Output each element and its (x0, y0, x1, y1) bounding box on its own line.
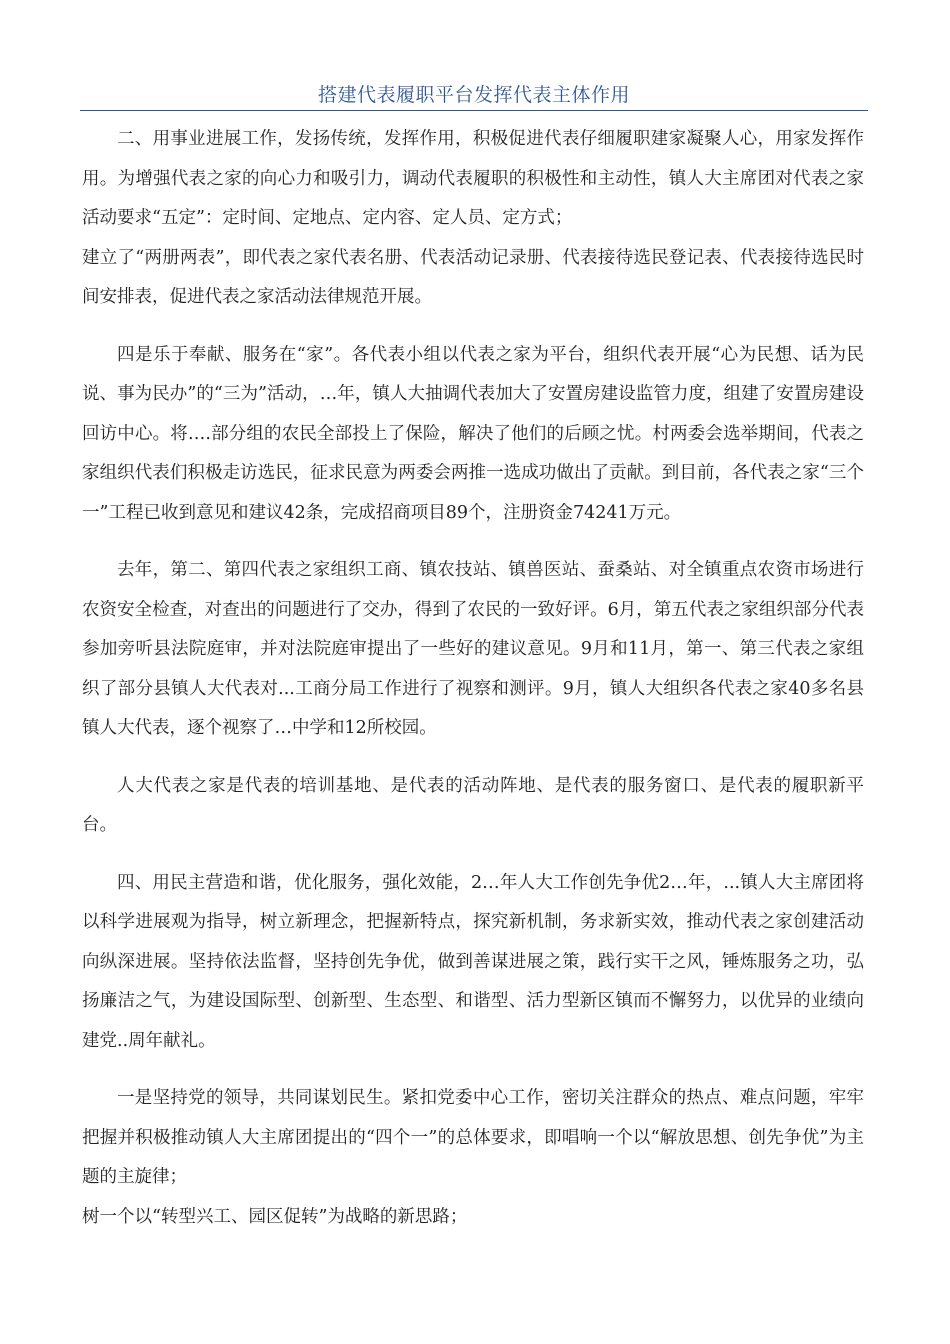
paragraph-last-year-inspection: 去年，第二、第四代表之家组织工商、镇农技站、镇兽医站、蚕桑站、对全镇重点农资市场进行农资安全检查，对查出的问题进行了交办，得到了农民的一致好评。6月，第五代表之家组织部分代表参加旁听县法院庭审，并对法院庭审提出了一些好的建议意见。9月和11月，第一、第三代表之家组织了部分县镇人大代表对...工商分局工作进行了视察和测评。9月，镇人大组织各代表之家40多名县镇人大代表，逐个视察了…中学和12所校园。 (82, 560, 864, 738)
paragraph-two-registers: 建立了“两册两表”，即代表之家代表名册、代表活动记录册、代表接待选民登记表、代表接待选民时间安排表，促进代表之家活动法律规范开展。 (82, 247, 864, 307)
paragraph-dedication-service: 四是乐于奉献、服务在“家”。各代表小组以代表之家为平台，组织代表开展“心为民想、话为民说、事为民办”的“三为”活动，…年，镇人大抽调代表加大了安置房建设监管力度，组建了安置房建设回访中心。将….部分组的农民全部投上了保险，解决了他们的后顾之忧。村两委会选举期间，代表之家组织代表们积极走访选民，征求民意为两委会两推一选成功做出了贡献。到目前，各代表之家“三个一”工程已收到意见和建议42条，完成招商项目89个，注册资金74241万元。 (82, 344, 864, 523)
paragraph-party-leadership: 一是坚持党的领导，共同谋划民生。紧扣党委中心工作，密切关注群众的热点、难点问题，牢牢把握并积极推动镇人大主席团提出的“四个一”的总体要求，即唱响一个以“解放思想、创先争优”为主题的主旋律； (82, 1088, 864, 1187)
paragraph-work-development: 二、用事业进展工作，发扬传统，发挥作用，积极促进代表仔细履职建家凝聚人心，用家发挥作用。为增强代表之家的向心力和吸引力，调动代表履职的积极性和主动性，镇人大主席团对代表之家活动要求“五定”：定时间、定地点、定内容、定人员、定方式； (82, 129, 864, 228)
paragraph-home-definition: 人大代表之家是代表的培训基地、是代表的活动阵地、是代表的服务窗口、是代表的履职新平台。 (82, 775, 864, 835)
document-body (82, 120, 864, 1237)
page-header (80, 78, 868, 111)
paragraph-democracy-harmony: 四、用民主营造和谐，优化服务，强化效能，2…年人大工作创先争优2…年，...镇人大主席团将以科学进展观为指导，树立新理念，把握新特点，探究新机制，务求新实效，推动代表之家创建活动向纵深进展。坚持依法监督，坚持创先争优，做到善谋进展之策，践行实干之风，锤炼服务之功，弘扬廉洁之气，为建设国际型、创新型、生态型、和谐型、活力型新区镇而不懈努力，以优异的业绩向建党..周年献礼。 (82, 872, 864, 1051)
paragraph-new-thinking: 树一个以“转型兴工、园区促转”为战略的新思路； (82, 1206, 468, 1227)
header-title: 搭建代表履职平台发挥代表主体作用 (317, 84, 630, 106)
